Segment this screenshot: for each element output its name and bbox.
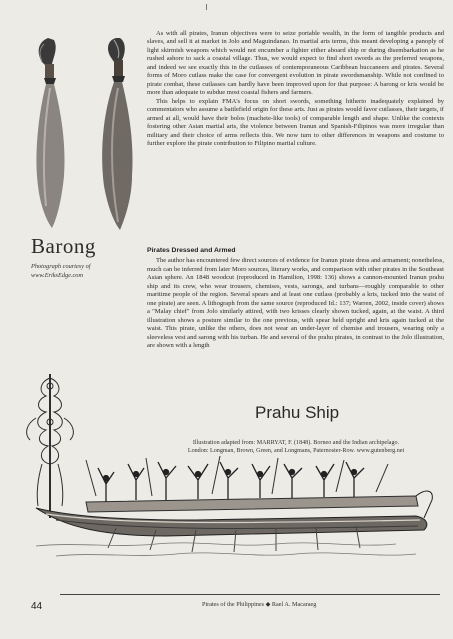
section-heading: Pirates Dressed and Armed xyxy=(147,247,236,254)
photo-credit xyxy=(31,262,141,280)
figure-title: Prahu Ship xyxy=(255,403,340,422)
figure-caption xyxy=(146,439,446,456)
figure-caption-line: London: Longman, Brown, Green, and Longmans, Paternoster-Row. www.gutenberg.net xyxy=(187,448,405,455)
prahu-ship-illustration xyxy=(16,368,442,564)
body-text xyxy=(147,30,444,149)
figure-caption-line: Illustration adapted from: MARRYAT, F. (1848). Borneo and the Indian archipelago. xyxy=(192,440,400,446)
photo-credit-url: www.EriksEdge.com xyxy=(31,272,84,279)
page-mark xyxy=(206,4,207,10)
section-text xyxy=(147,257,444,351)
prow-ornament-icon xyxy=(27,374,74,518)
section-paragraph: The author has encountered few direct sources of evidence for Iranun pirate dress and armament; nonetheless, much can be inferred from later Moro sources, literary works, and comparison with other pirates in the Southeast Asian sphere. An 1848 woodcut (reproduced in Hamilton, 1998: 136) shows a cannon-mounted Iranun prahu ship and its crew, who wear trousers, chemises, vests, sarongs, and turbans—roughly comparable to other maritime people of the region. Several spears and at least one cutlass (probably a kris, tucked into the waist of one pirate) are seen. A lithograph from the same source (reproduced Id.: 137; Warren, 2002, inside cover) shows a "Malay chief" from Jolo similarly attired, with two krisses clearly shown tucked, again, at the waist. A third illustration shows a posture similar to the one previous, with spear held upright and kris again tucked at the waist. This pirate, unlike the others, does not wear an under-layer of chemise and trousers, wearing only a sleeveless vest and sarong with his turban. He and several of the prahu pirates, in contrast to the Jolo illustration, are shown with a length xyxy=(147,257,444,349)
photo-credit-line: Photograph courtesy of xyxy=(31,263,91,270)
sidebar-title: Barong xyxy=(31,234,96,258)
footer-rule xyxy=(60,594,440,595)
barong-photo xyxy=(30,36,140,232)
barong-blade-left-icon xyxy=(36,38,64,228)
page-number: 44 xyxy=(31,601,43,612)
body-paragraph: As with all pirates, Iranun objectives were to seize portable wealth, in the form of tangible products and slaves, and sell it at market in Jolo and Maguindanao. In martial arts terms, this meant developing a panoply of light skirmish weapons which would not encumber a fighter either aboard ship or during disembarkation as he rushed ashore to sack a coastal village. Thus, we would expect to find short swords as the preferred weapons, and indeed we see exactly this in the cutlasses of contemporaneous Caribbean buccaneers and pirates. Several forms of Moro cutlass make the case for convergent evolution in pirate swordsmanship. While not confined to pirate combat, these cutlasses can hardly have been improved upon for that purpose: A barong or kris would be more than adequate to subdue most coastal fishers and farmers. xyxy=(147,30,444,97)
spears-icon xyxy=(86,456,388,496)
running-footer: Pirates of the Philippines ◆ Rael A. Macaraeg xyxy=(202,601,317,608)
barong-blade-right-icon xyxy=(102,38,132,230)
crew-figures-icon xyxy=(98,462,364,502)
body-paragraph: This helps to explain FMA's focus on short swords, something hitherto inadequately explained by commentators who assume a battlefield origin for these arts. Just as pirates would favor cutlasses, their targets, if armed at all, would have their bolos (machete-like tools) of comparable length and shape. Unlike the contexts fostering other Asian martial arts, the violence between Iranun and Spanish-Filipinos was more irregular than military and their choice of arms reflects this. We now turn to other differences in weapons and costume to further explore the pirate contribution to Filipino martial culture. xyxy=(147,97,444,148)
water-icon xyxy=(36,543,416,556)
